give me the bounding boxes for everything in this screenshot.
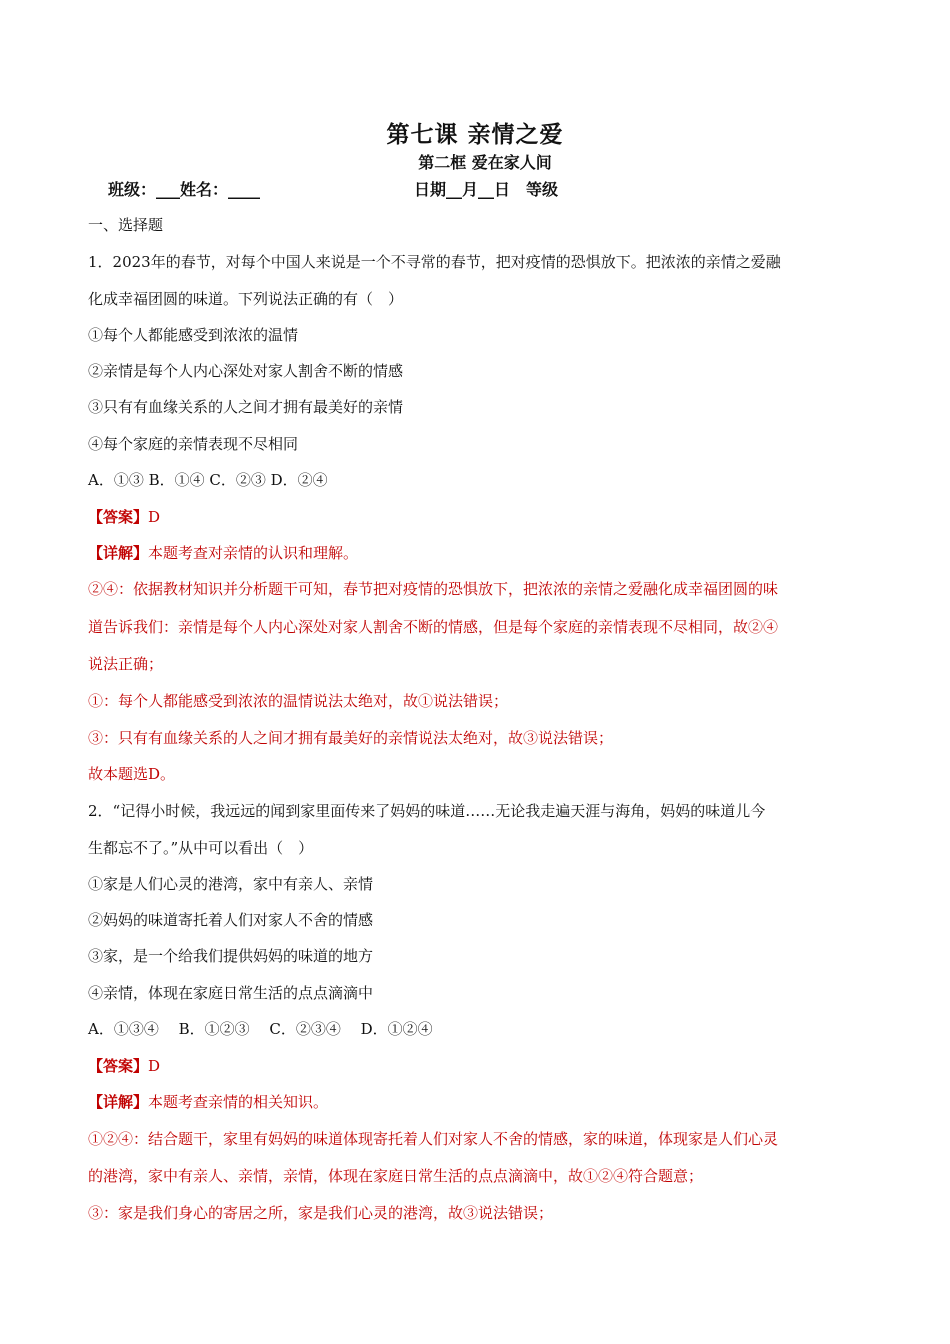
q1-explanation-1-line2: 道告诉我们：亲情是每个人内心深处对家人割舍不断的情感，但是每个家庭的亲情表现不尽相同，故②④ [88, 618, 779, 636]
q2-detail [88, 1091, 328, 1112]
q1-option-2: ②亲情是每个人内心深处对家人割舍不断的情感 [88, 362, 404, 380]
q1-detail-intro: 本题考查对亲情的认识和理解。 [148, 544, 359, 562]
q2-option-2: ②妈妈的味道寄托着人们对家人不舍的情感 [88, 911, 374, 929]
q2-stem-line1: 2．“记得小时候，我远远的闻到家里面传来了妈妈的味道……无论我走遍天涯与海角，妈妈的味道儿今 [88, 802, 766, 820]
q2-option-4: ④亲情，体现在家庭日常生活的点点滴滴中 [88, 984, 374, 1002]
q1-stem-line2: 化成幸福团圆的味道。下列说法正确的有（ ） [88, 290, 404, 308]
q2-explanation-2: ③：家是我们身心的寄居之所，家是我们心灵的港湾，故③说法错误； [88, 1204, 554, 1222]
q1-option-3: ③只有有血缘关系的人之间才拥有最美好的亲情 [88, 398, 404, 416]
section-title: 一、选择题 [88, 216, 164, 234]
q2-detail-intro: 本题考查亲情的相关知识。 [148, 1093, 329, 1111]
q1-explanation-1-line3: 说法正确； [88, 655, 164, 673]
q1-answer-tag: 【答案】 [88, 508, 149, 526]
q2-option-1: ①家是人们心灵的港湾，家中有亲人、亲情 [88, 875, 374, 893]
q2-explanation-1-line1: ①②④：结合题干，家里有妈妈的味道体现寄托着人们对家人不舍的情感，家的味道，体现家是人们心灵 [88, 1130, 779, 1148]
q1-detail-tag: 【详解】 [88, 544, 149, 562]
q1-detail [88, 542, 358, 563]
q2-answer [88, 1055, 160, 1076]
lesson-title: 第七课 亲情之爱 [386, 121, 564, 148]
q1-stem-line1: 1．2023年的春节，对每个中国人来说是一个不寻常的春节，把对疫情的恐惧放下。把浓浓的亲情之爱融 [88, 253, 781, 271]
q1-answer [88, 506, 160, 527]
q2-option-3: ③家，是一个给我们提供妈妈的味道的地方 [88, 947, 374, 965]
q1-choices: A．①③ B．①④ C．②③ D．②④ [88, 471, 328, 489]
q1-explanation-1-line1: ②④：依据教材知识并分析题干可知，春节把对疫情的恐惧放下，把浓浓的亲情之爱融化成幸福团圆的味 [88, 580, 779, 598]
lesson-subtitle: 第二框 爱在家人间 [418, 153, 552, 172]
q2-choices: A．①③④ B．①②③ C．②③④ D．①②④ [88, 1020, 433, 1038]
q2-explanation-1-line2: 的港湾，家中有亲人、亲情，亲情，体现在家庭日常生活的点点滴滴中，故①②④符合题意； [88, 1167, 704, 1185]
q1-option-1: ①每个人都能感受到浓浓的温情 [88, 326, 299, 344]
q1-answer-value: D [148, 508, 161, 526]
q2-detail-tag: 【详解】 [88, 1093, 149, 1111]
q1-explanation-2: ①：每个人都能感受到浓浓的温情说法太绝对，故①说法错误； [88, 692, 509, 710]
q2-answer-value: D [148, 1057, 161, 1075]
q1-conclusion: 故本题选D。 [88, 765, 176, 783]
q2-stem-line2: 生都忘不了。”从中可以看出（ ） [88, 839, 314, 857]
date-grade-field: 日期__月__日 等级 [414, 180, 559, 199]
q1-option-4: ④每个家庭的亲情表现不尽相同 [88, 435, 299, 453]
class-name-field: 班级：___姓名：____ [108, 180, 261, 199]
q2-answer-tag: 【答案】 [88, 1057, 149, 1075]
q1-explanation-3: ③：只有有血缘关系的人之间才拥有最美好的亲情说法太绝对，故③说法错误； [88, 729, 614, 747]
